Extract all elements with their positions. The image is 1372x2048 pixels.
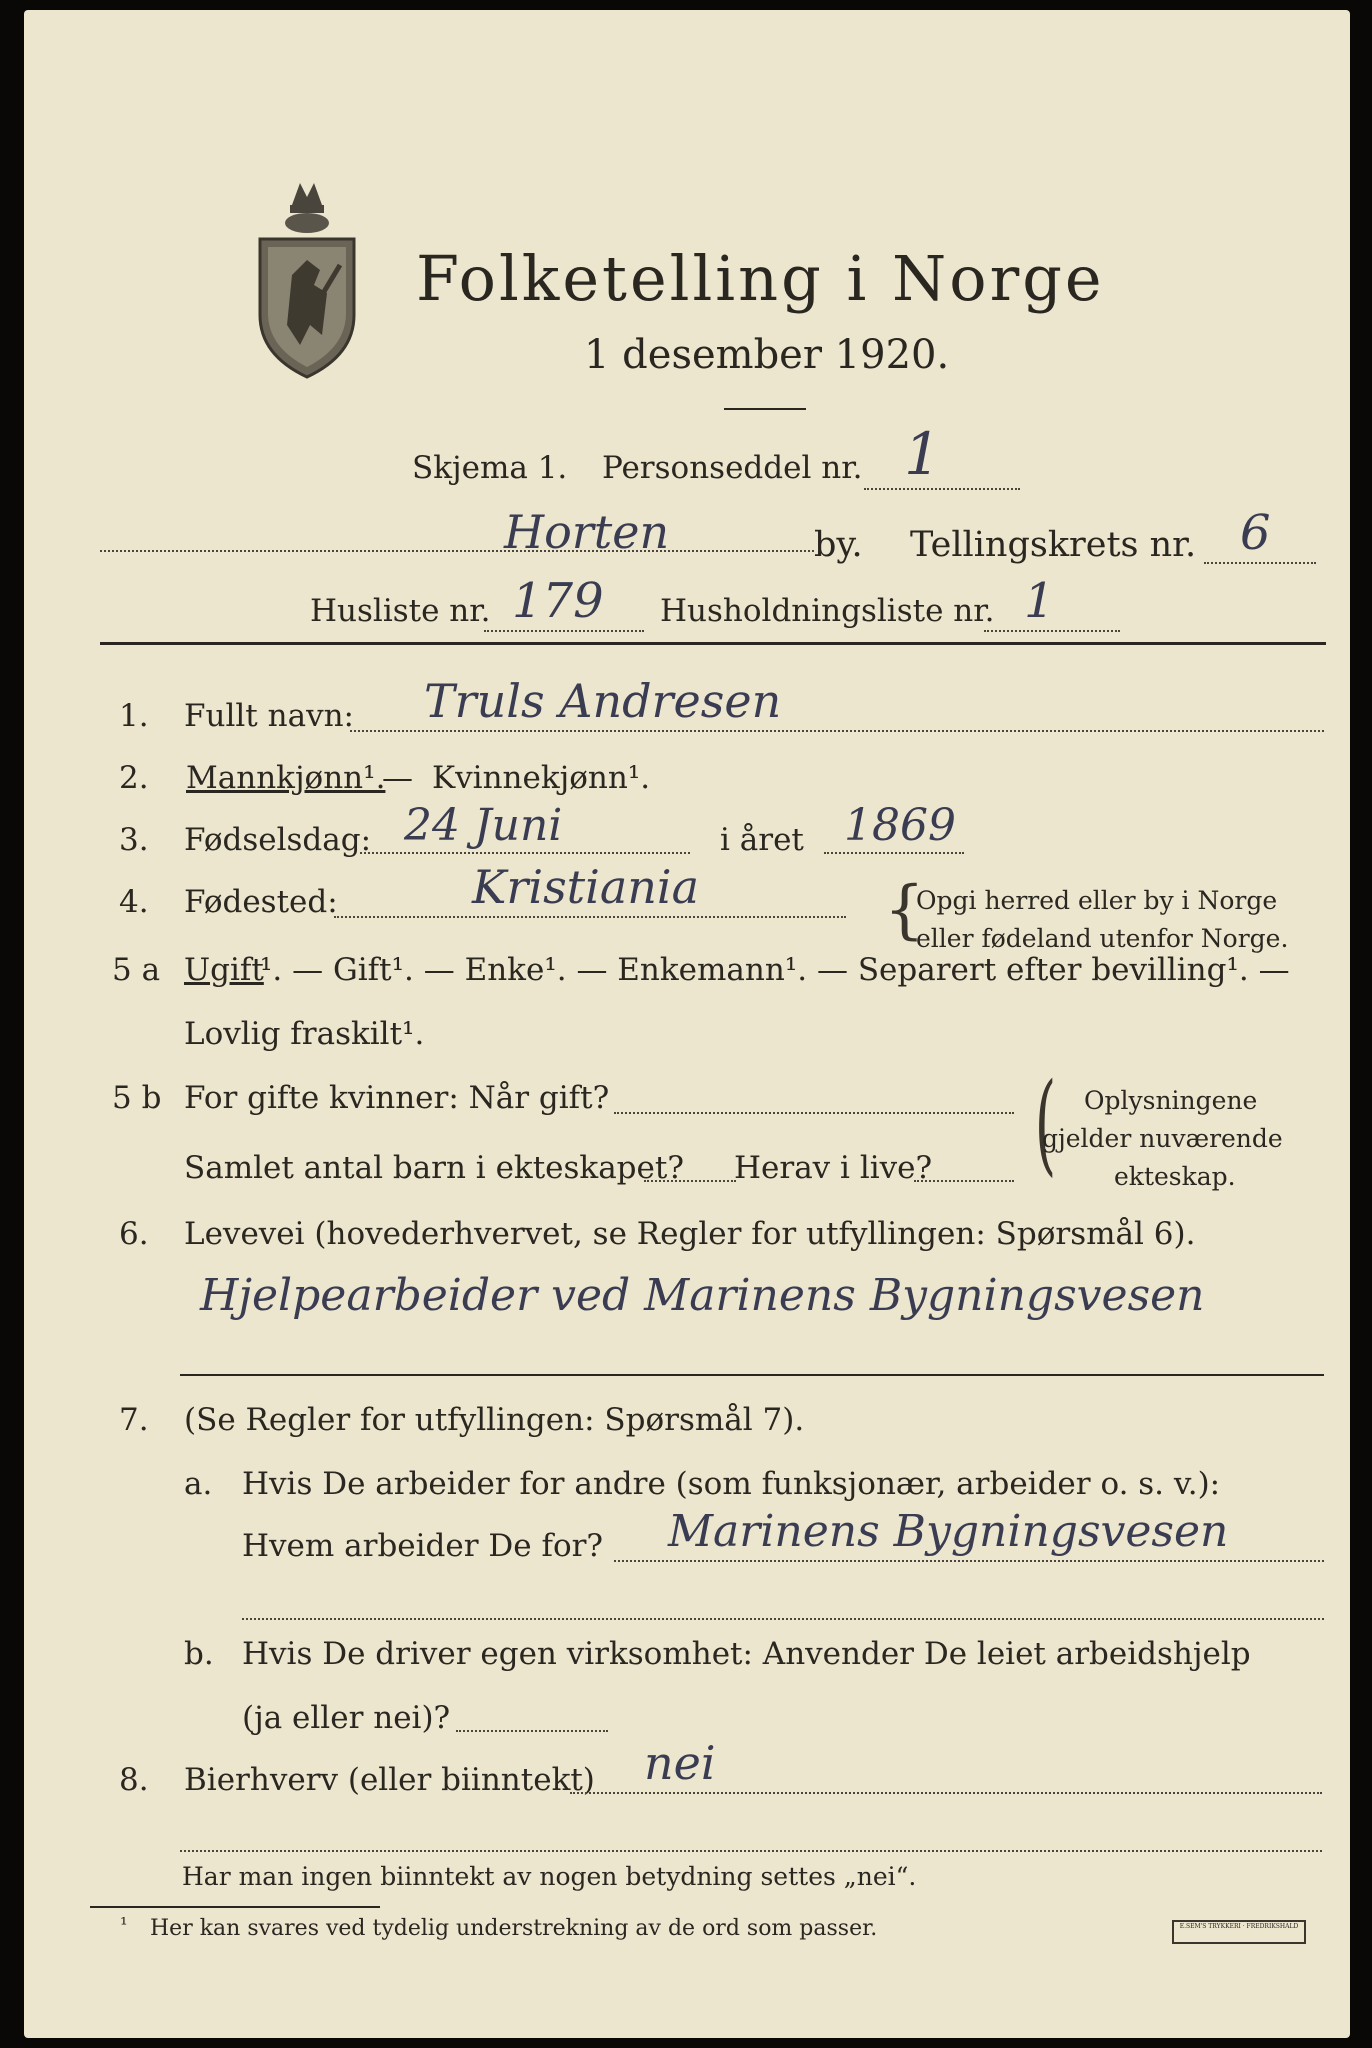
children-count-line xyxy=(644,1180,736,1182)
husliste-label: Husliste nr. xyxy=(310,593,491,629)
field6-number: 6. xyxy=(119,1216,149,1252)
field7-number: 7. xyxy=(119,1402,149,1438)
children-alive-label: Herav i live? xyxy=(734,1150,933,1186)
birthplace-value: Kristiania xyxy=(472,860,700,914)
occupation-value: Hjelpearbeider ved Marinens Bygningsvesen xyxy=(200,1270,1205,1321)
side-income-value: nei xyxy=(644,1736,716,1790)
field1-label: Fullt navn: xyxy=(184,698,354,734)
occupation-label: Levevei (hovederhvervet, se Regler for utfyllingen: Spørsmål 6). xyxy=(184,1216,1196,1252)
town-line xyxy=(100,550,814,552)
husholdningsliste-value: 1 xyxy=(1024,573,1055,629)
header-rule xyxy=(100,642,1326,645)
footnote-text: Her kan svares ved tydelig understrekning av de ord som passer. xyxy=(150,1916,878,1941)
husholdningsliste-line xyxy=(984,630,1120,632)
full-name-line xyxy=(350,730,1324,732)
personseddel-label: Personseddel nr. xyxy=(602,450,863,486)
side-income-line-2 xyxy=(180,1850,1322,1852)
personseddel-line xyxy=(864,488,1020,490)
side-income-note: Har man ingen biinntekt av nogen betydning settes „nei“. xyxy=(182,1862,917,1891)
employer-label: Hvem arbeider De for? xyxy=(242,1528,604,1564)
footnote-rule xyxy=(90,1906,380,1908)
birth-year-value: 1869 xyxy=(844,800,956,851)
skjema-label: Skjema 1. xyxy=(412,450,568,486)
tellingskrets-line xyxy=(1204,562,1316,564)
field7-label: (Se Regler for utfyllingen: Spørsmål 7). xyxy=(184,1402,805,1438)
tellingskrets-label: Tellingskrets nr. xyxy=(910,525,1197,565)
husholdningsliste-label: Husholdningsliste nr. xyxy=(660,593,995,629)
tellingskrets-value: 6 xyxy=(1240,505,1271,561)
marriage-note-3: ekteskap. xyxy=(1114,1162,1236,1191)
town-value: Horten xyxy=(504,505,670,559)
personseddel-value: 1 xyxy=(904,420,941,488)
gender-separator: — xyxy=(382,760,413,796)
by-label: by. xyxy=(814,525,863,565)
birthdate-label: Fødselsdag: xyxy=(184,822,372,858)
coat-of-arms-icon xyxy=(252,175,362,381)
marriage-note-2: gjelder nuværende xyxy=(1042,1124,1283,1153)
married-when-label: For gifte kvinner: Når gift? xyxy=(184,1080,610,1116)
field4-number: 4. xyxy=(119,884,149,920)
form-title: Folketelling i Norge xyxy=(416,242,1105,315)
full-name-value: Truls Andresen xyxy=(424,674,782,728)
census-date: 1 desember 1920. xyxy=(584,332,950,378)
side-income-label: Bierhverv (eller biinntekt) xyxy=(184,1762,595,1798)
printer-stamp: E.SEM'S TRYKKERI · FREDRIKSHALD xyxy=(1172,1920,1306,1944)
field8-number: 8. xyxy=(119,1762,149,1798)
field5a-number: 5 a xyxy=(112,952,161,988)
footnote-mark: ¹ xyxy=(120,1914,128,1936)
children-count-label: Samlet antal barn i ekteskapet? xyxy=(184,1150,684,1186)
husliste-value: 179 xyxy=(512,573,604,629)
field2-number: 2. xyxy=(119,760,149,796)
unmarried-option: Ugift xyxy=(184,952,264,988)
birth-year-line xyxy=(824,852,964,854)
birthplace-line xyxy=(334,916,846,918)
birthplace-note-1: Opgi herred eller by i Norge xyxy=(916,886,1278,915)
birthplace-label: Fødested: xyxy=(184,884,338,920)
female-option: Kvinnekjønn¹. xyxy=(432,760,651,796)
divorced-option: Lovlig fraskilt¹. xyxy=(184,1016,425,1052)
birth-year-label: i året xyxy=(720,822,804,858)
employer-line-2 xyxy=(242,1618,1324,1620)
children-alive-line xyxy=(914,1180,1014,1182)
occupation-line xyxy=(180,1374,1324,1376)
employer-value: Marinens Bygningsvesen xyxy=(668,1506,1229,1557)
birthdate-line xyxy=(360,852,690,854)
employer-question: Hvis De arbeider for andre (som funksjonær, arbeider o. s. v.): xyxy=(242,1466,1221,1502)
birthdate-value: 24 Juni xyxy=(404,800,563,851)
field1-number: 1. xyxy=(119,698,149,734)
married-when-line xyxy=(614,1112,1014,1114)
employer-line xyxy=(614,1560,1324,1562)
field7a-letter: a. xyxy=(184,1466,213,1502)
title-divider xyxy=(724,408,806,410)
husliste-line xyxy=(484,630,644,632)
hired-help-label: (ja eller nei)? xyxy=(242,1700,451,1736)
marriage-note-brace: ( xyxy=(1034,1059,1057,1187)
field5b-number: 5 b xyxy=(112,1080,162,1116)
birthplace-note-2: eller fødeland utenfor Norge. xyxy=(916,924,1289,953)
birthplace-brace: { xyxy=(884,873,925,947)
male-option: Mannkjønn¹. xyxy=(186,760,386,796)
hired-help-line xyxy=(456,1730,608,1732)
side-income-line xyxy=(570,1792,1322,1794)
marriage-note-1: Oplysningene xyxy=(1084,1086,1258,1115)
field3-number: 3. xyxy=(119,822,149,858)
marital-options: ¹. — Gift¹. — Enke¹. — Enkemann¹. — Separert efter bevilling¹. — xyxy=(260,952,1290,988)
own-business-question: Hvis De driver egen virksomhet: Anvender De leiet arbeidshjelp xyxy=(242,1636,1251,1672)
census-form-paper xyxy=(24,10,1350,2038)
field7b-letter: b. xyxy=(184,1636,214,1672)
